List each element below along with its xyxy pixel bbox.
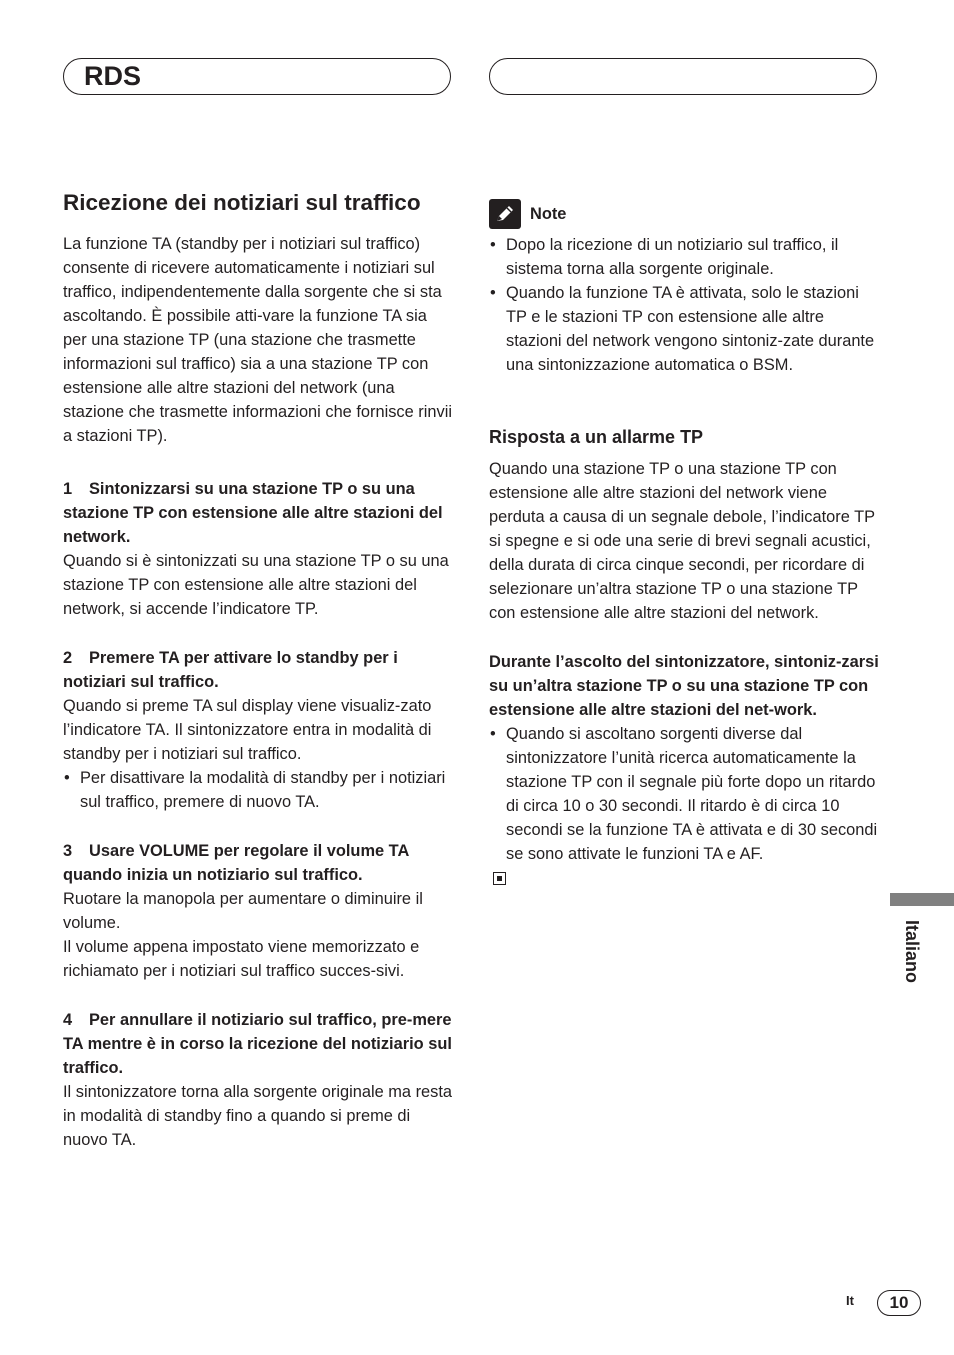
step-4 xyxy=(63,1008,455,1152)
language-tab-marker xyxy=(890,893,954,906)
right-column xyxy=(489,197,881,892)
alarm-paragraph: Quando una stazione TP o una stazione TP con estensione alle altre stazioni del network viene perduta a causa di un segnale debole, l’indicatore TP si spegne e si ode una serie di brevi segnali acustici, della durata di circa cinque secondi, per ricordare di selezionare un’altra stazione TP o una stazione TP con estensione alle altre stazioni del network. xyxy=(489,460,875,622)
step-body: Il sintonizzatore torna alla sorgente originale ma resta in modalità di standby fino a quando si preme di nuovo TA. xyxy=(63,1083,453,1149)
step-heading xyxy=(63,839,455,887)
step-body: Quando si è sintonizzati su una stazione TP o su una stazione TP con estensione alle altre stazioni del network, si accende l’indicatore TP. xyxy=(63,552,449,618)
step-number: 2 xyxy=(63,649,73,667)
step-heading xyxy=(63,646,455,694)
pencil-note-icon xyxy=(489,199,521,229)
note-header xyxy=(489,197,881,231)
step-heading-text: Premere TA per attivare lo standby per i notiziari sul traffico. xyxy=(63,649,398,691)
intro-paragraph: La funzione TA (standby per i notiziari sul traffico) consente di ricevere automaticamente i notiziari sul traffico, indipendentemente dalla sorgente che si sta ascoltando. È possibile atti-vare la funzione TA sia per una stazione TP (una stazione che trasmette informazioni sul traffico) sia a una stazione TP con estensione alle altre stazioni del network (una stazione che trasmette informazioni che fornisce rinvii a stazioni TP). xyxy=(63,235,452,445)
step-body-2: Il volume appena impostato viene memorizzato e richiamato per i notiziari sul traffico succes-sivi. xyxy=(63,938,420,980)
header-pill-empty xyxy=(489,58,877,95)
language-side-label: Italiano xyxy=(902,920,922,984)
left-column xyxy=(63,186,455,1152)
step-heading xyxy=(63,477,455,549)
step-number: 3 xyxy=(63,842,73,860)
left-heading: Ricezione dei notiziari sul traffico xyxy=(63,190,421,215)
footer-language-code: It xyxy=(846,1293,854,1308)
step-body: Ruotare la manopola per aumentare o diminuire il volume. xyxy=(63,890,423,932)
end-of-section-icon xyxy=(493,872,506,885)
note-item: • Quando la funzione TA è attivata, solo le stazioni TP e le stazioni TP con estensione alle altre stazioni del network vengono sintoniz-zate durante una sintonizzazione automatica o BSM. xyxy=(489,281,881,377)
note-label: Note xyxy=(530,205,567,223)
step-number: 1 xyxy=(63,480,73,498)
instruction-heading: Durante l’ascolto del sintonizzatore, sintoniz-zarsi su un’altra stazione TP o su una stazione TP con estensione alle altre stazioni del net-work. xyxy=(489,653,879,719)
right-heading: Risposta a un allarme TP xyxy=(489,427,704,447)
section-title: RDS xyxy=(84,61,142,91)
step-heading-text: Sintonizzarsi su una stazione TP o su una stazione TP con estensione alle altre stazioni del network. xyxy=(63,480,443,546)
page-number: 10 xyxy=(877,1290,921,1316)
step-heading-text: Usare VOLUME per regolare il volume TA quando inizia un notiziario sul traffico. xyxy=(63,842,409,884)
step-heading xyxy=(63,1008,455,1080)
step-2 xyxy=(63,646,455,814)
step-body: Quando si preme TA sul display viene visualiz-zato l’indicatore TA. Il sintonizzatore entra in modalità di standby per i notiziari sul traffico. xyxy=(63,697,432,763)
section-header-pill xyxy=(63,58,451,95)
step-bullet: • Per disattivare la modalità di standby per i notiziari sul traffico, premere di nuovo TA. xyxy=(63,766,455,814)
step-1 xyxy=(63,477,455,621)
instruction-bullet: • Quando si ascoltano sorgenti diverse dal sintonizzatore l’unità ricerca automaticamente la stazione TP con il segnale più forte dopo un ritardo di circa 10 o 30 secondi. Il ritardo è di circa 10 secondi se la funzione TA è attivata e di 30 secondi se sono attivate le funzioni TA e AF. xyxy=(489,722,881,866)
step-heading-text: Per annullare il notiziario sul traffico, pre-mere TA mentre è in corso la ricezione del notiziario sul traffico. xyxy=(63,1011,452,1077)
step-3 xyxy=(63,839,455,983)
step-number: 4 xyxy=(63,1011,73,1029)
note-item: • Dopo la ricezione di un notiziario sul traffico, il sistema torna alla sorgente originale. xyxy=(489,233,881,281)
